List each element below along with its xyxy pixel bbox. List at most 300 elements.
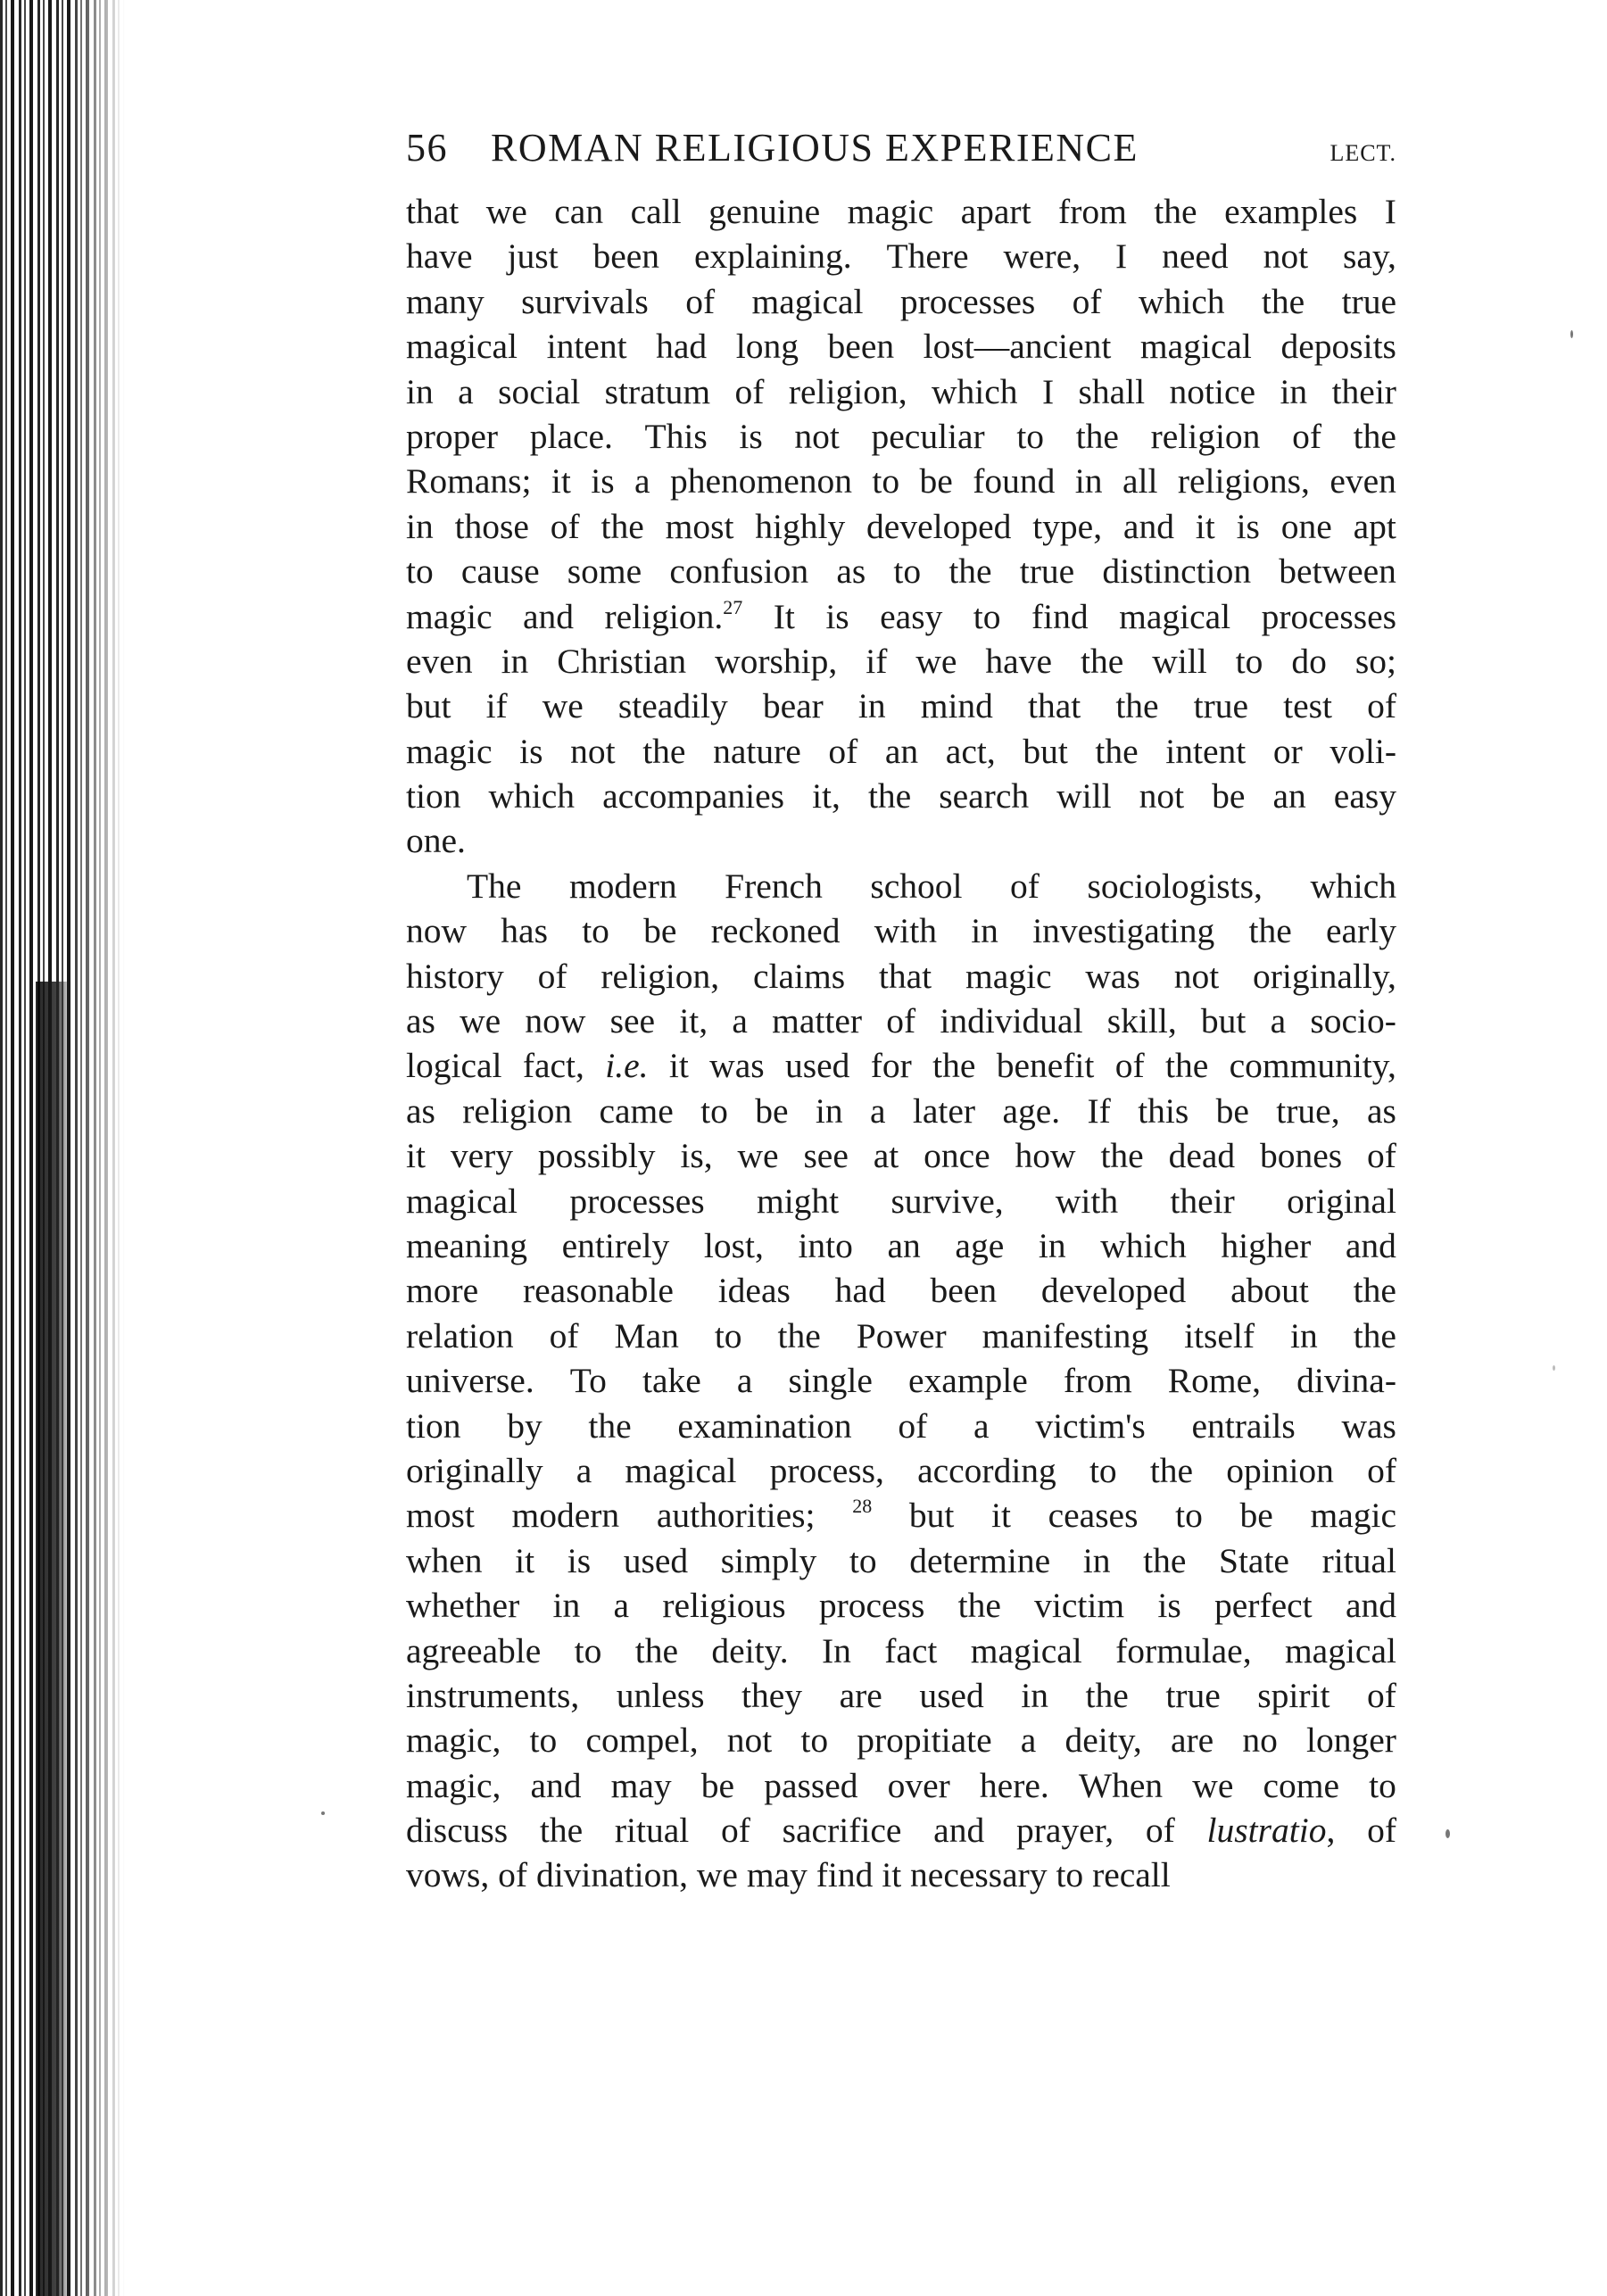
word: true	[1019, 551, 1075, 592]
word: matter	[772, 1001, 863, 1041]
word: later	[912, 1090, 976, 1131]
word: dead	[1168, 1136, 1236, 1176]
word: proper	[406, 416, 499, 456]
word: formulae,	[1115, 1630, 1252, 1670]
word: the	[1075, 416, 1119, 456]
word: intent	[546, 327, 627, 367]
word: of	[1072, 281, 1102, 321]
word: magic,	[406, 1720, 501, 1761]
word: discuss	[406, 1811, 509, 1851]
word: magic	[406, 596, 493, 636]
paragraph	[406, 864, 1396, 1898]
word: call	[630, 192, 682, 231]
word: used	[919, 1675, 984, 1715]
word: the	[1353, 1315, 1396, 1355]
footnote-ref: 27	[723, 595, 743, 618]
word: investigating	[1032, 911, 1215, 951]
word: Romans;	[406, 461, 532, 501]
word: process,	[769, 1450, 884, 1490]
word: to	[1056, 1855, 1084, 1895]
text-line	[406, 1089, 1396, 1133]
word: been	[592, 236, 660, 277]
word: how	[1015, 1136, 1076, 1176]
word: many	[406, 281, 485, 321]
word: of	[1367, 1136, 1396, 1176]
word: In	[821, 1630, 851, 1670]
word: The	[467, 866, 522, 906]
word: an	[887, 1225, 921, 1265]
word: in	[1074, 461, 1103, 501]
word: it	[406, 1136, 426, 1176]
word: socio-	[1310, 1001, 1396, 1041]
word: not	[726, 1720, 773, 1761]
word: we	[485, 192, 527, 231]
word: deity,	[1064, 1720, 1142, 1761]
word: mind	[920, 686, 993, 726]
word: it,	[679, 1001, 708, 1041]
word: to	[529, 1720, 558, 1761]
word: whether	[406, 1586, 520, 1626]
word: we	[460, 1001, 501, 1041]
word: was	[1085, 956, 1140, 996]
word: itself	[1184, 1315, 1255, 1355]
word: in	[971, 911, 998, 951]
word: vows,	[406, 1855, 490, 1895]
word: highly	[755, 506, 846, 546]
word: of	[1367, 1450, 1396, 1490]
word: true	[1341, 281, 1396, 321]
word: as	[406, 1001, 435, 1041]
word: which	[1310, 866, 1396, 906]
word: into	[798, 1225, 853, 1265]
word: their	[1331, 371, 1396, 411]
text-line	[406, 189, 1396, 234]
word: see	[609, 1001, 656, 1041]
word: bear	[762, 686, 824, 726]
text-line	[406, 1538, 1396, 1583]
text-line	[406, 504, 1396, 549]
word: it,	[812, 776, 841, 816]
word: skill,	[1106, 1001, 1177, 1041]
word: the	[948, 551, 992, 592]
word: been	[930, 1271, 998, 1311]
word: It	[773, 596, 795, 636]
word: fact	[884, 1630, 938, 1670]
word: here.	[979, 1765, 1049, 1805]
word: type,	[1032, 506, 1103, 546]
word: passed	[764, 1765, 858, 1805]
word: in	[552, 1586, 581, 1626]
word: magical	[1139, 327, 1252, 367]
word: necessary	[910, 1855, 1048, 1895]
word: processes	[899, 281, 1036, 321]
word: have	[406, 236, 473, 277]
word: is	[825, 596, 849, 636]
word: in	[406, 506, 434, 546]
word: recall	[1092, 1855, 1171, 1895]
word: true	[1165, 1675, 1221, 1715]
word: Rome,	[1167, 1361, 1262, 1401]
word: a	[1270, 1001, 1287, 1041]
word: just	[507, 236, 559, 277]
word: a	[736, 1361, 753, 1401]
word: but	[406, 686, 451, 726]
word: ideas	[717, 1271, 791, 1311]
word: according	[917, 1450, 1056, 1490]
word: place.	[529, 416, 613, 456]
word: survivals	[521, 281, 649, 321]
word: an	[884, 731, 919, 771]
word: To	[569, 1361, 607, 1401]
word: religion,	[601, 956, 720, 996]
word: their	[1170, 1181, 1235, 1221]
word: I	[1384, 192, 1396, 231]
word: of	[549, 1315, 579, 1355]
word: is	[739, 416, 763, 456]
word: used	[623, 1540, 689, 1580]
text-line	[406, 1853, 1396, 1897]
word: be	[643, 911, 677, 951]
word: logical	[406, 1046, 502, 1086]
word: tion	[406, 776, 461, 816]
word: act,	[945, 731, 996, 771]
word: we	[737, 1136, 779, 1176]
body-text	[406, 189, 1396, 1898]
word: it	[515, 1540, 535, 1580]
word: true,	[1276, 1090, 1340, 1131]
word: very	[450, 1136, 513, 1176]
word: as	[406, 1090, 435, 1131]
word: sociologists,	[1087, 866, 1263, 906]
word: it	[882, 1855, 902, 1895]
word: but	[1200, 1001, 1247, 1041]
text-line	[406, 1179, 1396, 1223]
word: that	[406, 192, 460, 231]
footnote-ref: 28	[852, 1495, 873, 1518]
word: may	[610, 1765, 672, 1805]
word: of	[886, 1001, 916, 1041]
word: Man	[614, 1315, 679, 1355]
word: example	[908, 1361, 1028, 1401]
word: is	[591, 461, 615, 501]
text-line	[406, 954, 1396, 999]
word: in	[857, 686, 886, 726]
word: which	[1138, 281, 1225, 321]
word: about	[1230, 1271, 1309, 1311]
word: ritual	[614, 1811, 690, 1851]
word: spirit	[1257, 1675, 1330, 1715]
word: easy	[1333, 776, 1396, 816]
word: magic	[847, 192, 934, 231]
word: is	[1236, 506, 1260, 546]
word: are	[839, 1675, 882, 1715]
word: religion	[462, 1090, 573, 1131]
word: higher	[1221, 1225, 1312, 1265]
word: process	[818, 1586, 925, 1626]
text-line	[406, 639, 1396, 684]
word: age.	[1002, 1090, 1061, 1131]
word: not	[1139, 776, 1185, 816]
word: perfect	[1214, 1586, 1313, 1626]
word: school	[870, 866, 963, 906]
word: that	[1028, 686, 1081, 726]
word: originally,	[1253, 956, 1396, 996]
word: from	[1063, 1361, 1132, 1401]
word: is	[567, 1540, 592, 1580]
word: true	[1193, 686, 1249, 726]
scan-speck	[321, 1811, 325, 1815]
word: of	[1367, 1811, 1396, 1851]
word: a	[973, 1405, 990, 1446]
word: manifesting	[982, 1315, 1149, 1355]
word: benefit	[996, 1046, 1095, 1086]
word: and	[1345, 1586, 1396, 1626]
word: the	[1143, 1540, 1187, 1580]
word: State	[1218, 1540, 1289, 1580]
word: as	[1366, 1090, 1396, 1131]
word: and	[1122, 506, 1174, 546]
word: no	[1242, 1720, 1278, 1761]
word: to	[1016, 416, 1045, 456]
word: came	[599, 1090, 674, 1131]
word: religion	[1150, 416, 1261, 456]
word: most	[665, 506, 734, 546]
word: opinion	[1226, 1450, 1334, 1490]
word: lost—ancient	[923, 327, 1112, 367]
word: religion.$^{27}$	[604, 595, 743, 636]
word: modern	[568, 866, 677, 906]
word: in	[1082, 1540, 1111, 1580]
word: universe.	[406, 1361, 534, 1401]
word: be	[919, 461, 953, 501]
word: in	[1038, 1225, 1066, 1265]
word: of	[1367, 686, 1396, 726]
word: magical	[1119, 596, 1231, 636]
word: ritual	[1321, 1540, 1396, 1580]
word: this	[1138, 1090, 1189, 1131]
word: it	[990, 1496, 1011, 1536]
word: with	[874, 911, 937, 951]
word: which	[488, 776, 576, 816]
word: lost,	[703, 1225, 764, 1265]
word: over	[887, 1765, 950, 1805]
text-line	[406, 1043, 1396, 1088]
word: notice	[1169, 371, 1256, 411]
word: we	[696, 1855, 738, 1895]
word: we	[915, 641, 957, 681]
word: or	[1272, 731, 1303, 771]
word: explaining.	[693, 236, 852, 277]
word: of	[1145, 1811, 1175, 1851]
word: to	[893, 551, 922, 592]
text-line	[406, 459, 1396, 503]
text-line	[406, 818, 1396, 863]
word: had	[834, 1271, 886, 1311]
word: was	[709, 1046, 765, 1086]
word: when	[406, 1540, 483, 1580]
text-line	[406, 234, 1396, 278]
word: and	[1345, 1225, 1396, 1265]
word: magical	[406, 1181, 518, 1221]
text-line	[406, 1808, 1396, 1853]
word: deposits	[1280, 327, 1396, 367]
word: to	[973, 596, 1001, 636]
word: and	[933, 1811, 985, 1851]
word: had	[656, 327, 708, 367]
word: of	[498, 1855, 528, 1895]
word: magical	[751, 281, 864, 321]
word: of	[898, 1405, 928, 1446]
word: one	[1280, 506, 1332, 546]
word: is	[1157, 1586, 1181, 1626]
word: stratum	[604, 371, 711, 411]
word: if	[866, 641, 888, 681]
word: once	[924, 1136, 990, 1176]
word: propitiate	[857, 1720, 992, 1761]
word: with	[1055, 1181, 1119, 1221]
word: When	[1078, 1765, 1164, 1805]
word: shall	[1078, 371, 1146, 411]
text-line	[406, 414, 1396, 459]
word: age	[955, 1225, 1005, 1265]
word: if	[485, 686, 508, 726]
word: in	[406, 371, 434, 411]
word: victim's	[1035, 1405, 1146, 1446]
word: apt	[1353, 506, 1396, 546]
word: of	[1114, 1046, 1145, 1086]
text-line	[406, 1223, 1396, 1268]
text-line	[406, 1718, 1396, 1762]
word: developed	[1040, 1271, 1187, 1311]
word: the	[1353, 416, 1396, 456]
book-binding-shadow	[36, 982, 71, 2296]
scan-speck	[1570, 330, 1573, 338]
word: to	[1089, 1450, 1117, 1490]
word: magic	[406, 731, 493, 771]
word: which	[1100, 1225, 1187, 1265]
word: simply	[720, 1540, 817, 1580]
word: the	[1149, 1450, 1194, 1490]
word: need	[1162, 236, 1229, 277]
word: used	[784, 1046, 850, 1086]
word: apart	[960, 192, 1031, 231]
word: the	[1248, 911, 1292, 951]
word: the	[1095, 731, 1139, 771]
word: most	[406, 1496, 475, 1536]
word: steadily	[617, 686, 728, 726]
word: the	[1115, 686, 1159, 726]
word: sacrifice	[782, 1811, 902, 1851]
word: and	[530, 1765, 582, 1805]
word: processes	[569, 1181, 705, 1221]
word: to	[406, 551, 434, 592]
word: was	[1341, 1405, 1396, 1446]
word: There	[886, 236, 969, 277]
word: magic	[1310, 1496, 1396, 1536]
word: examination	[677, 1405, 852, 1446]
word: in	[1290, 1315, 1318, 1355]
word: a	[458, 371, 474, 411]
word: the	[1154, 192, 1197, 231]
word: community,	[1229, 1046, 1396, 1086]
text-line	[406, 774, 1396, 818]
word: an	[1272, 776, 1306, 816]
text-line	[406, 1133, 1396, 1178]
word: the	[777, 1315, 821, 1355]
word: is	[519, 731, 543, 771]
word: French	[725, 866, 823, 906]
word: has	[501, 911, 548, 951]
word: to	[1175, 1496, 1203, 1536]
word: the	[1164, 1046, 1209, 1086]
word: at	[873, 1136, 899, 1176]
word: been	[827, 327, 895, 367]
word: see	[803, 1136, 849, 1176]
word: from	[1058, 192, 1127, 231]
word: early	[1326, 911, 1396, 951]
word: by	[507, 1405, 543, 1446]
word: cause	[460, 551, 540, 592]
word: to	[582, 911, 609, 951]
word: the	[1353, 1271, 1396, 1311]
word: the	[539, 1811, 584, 1851]
word: authorities;	[656, 1496, 816, 1536]
word: all	[1122, 461, 1158, 501]
word: even	[1330, 461, 1396, 501]
word: phenomenon	[669, 461, 852, 501]
word: to	[849, 1540, 877, 1580]
word: This	[644, 416, 708, 456]
word: originally	[406, 1450, 543, 1490]
word: ceases	[1048, 1496, 1139, 1536]
word: i.e.	[605, 1046, 649, 1086]
text-line	[406, 729, 1396, 774]
word: the	[601, 506, 644, 546]
word: to	[1235, 641, 1263, 681]
word: those	[454, 506, 529, 546]
word: original	[1287, 1181, 1396, 1221]
word: be	[700, 1765, 735, 1805]
word: the	[1085, 1675, 1129, 1715]
word: between	[1279, 551, 1396, 592]
word: entrails	[1191, 1405, 1296, 1446]
word: be	[755, 1090, 789, 1131]
word: it	[668, 1046, 689, 1086]
text-line	[406, 1358, 1396, 1403]
word: relation	[406, 1315, 514, 1355]
text-line	[406, 1448, 1396, 1493]
word: divination,	[535, 1855, 688, 1895]
word: intent	[1165, 731, 1247, 771]
word: now	[406, 911, 468, 951]
word: religion,	[788, 371, 907, 411]
word: a	[613, 1586, 630, 1626]
word: even	[406, 641, 473, 681]
word: the	[932, 1046, 976, 1086]
text-line	[406, 324, 1396, 369]
word: were,	[1003, 236, 1081, 277]
word: magic,	[406, 1765, 501, 1805]
word: test	[1283, 686, 1333, 726]
text-line	[406, 594, 1396, 639]
word: in	[501, 641, 529, 681]
word: the	[867, 776, 912, 816]
word: single	[788, 1361, 873, 1401]
word: longer	[1305, 1720, 1396, 1761]
word: can	[554, 192, 604, 231]
text-line	[406, 1629, 1396, 1673]
word: for	[870, 1046, 912, 1086]
